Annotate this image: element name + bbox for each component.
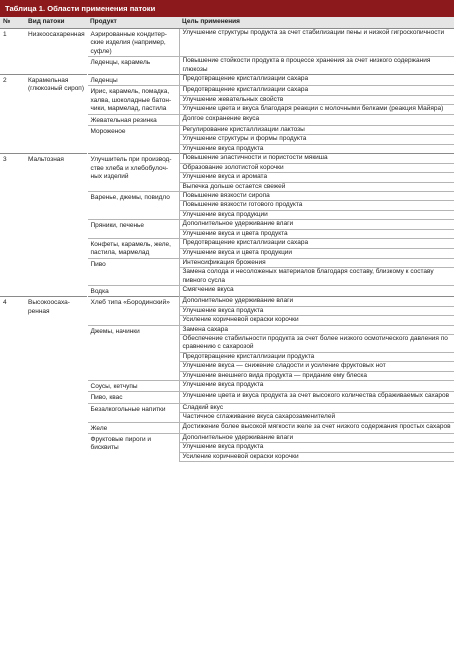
- syrup-type: Карамельная (глюкозный сироп): [25, 75, 87, 154]
- syrup-type: Мальтозная: [25, 154, 87, 297]
- purpose-cell: Обеспечение стабильности продукта за счет более низкого осмотического давления по сравнению с сахарозой: [179, 335, 454, 353]
- purpose-cell: Дополнительное удерживание влаги: [179, 297, 454, 306]
- purpose-cell: Усиление коричневой окраски корочки: [179, 316, 454, 325]
- purpose-cell: Регулирование кристаллизации лактозы: [179, 126, 454, 135]
- table-header-row: [0, 17, 454, 29]
- usage-table: [0, 17, 454, 462]
- purpose-cell: Предотвращение кристаллизации сахара: [179, 75, 454, 86]
- table-row: [0, 75, 454, 86]
- product-cell: Джемы, начинки: [87, 325, 179, 380]
- section-number: 4: [0, 297, 25, 462]
- syrup-type: Низкоосахаренная: [25, 29, 87, 75]
- table-row: [0, 154, 454, 163]
- section-number: 3: [0, 154, 25, 297]
- purpose-cell: Дополнительное удерживание влаги: [179, 434, 454, 443]
- product-cell: Конфеты, карамель, желе, пастила, мармелад: [87, 238, 179, 258]
- product-cell: Пиво, квас: [87, 392, 179, 403]
- purpose-cell: Улучшение вкуса продукта: [179, 381, 454, 392]
- purpose-cell: Улучшение вкуса и цвета продукции: [179, 248, 454, 258]
- purpose-cell: Предотвращение кристаллизации продукта: [179, 352, 454, 361]
- purpose-cell: Улучшение вкуса и цвета продукта: [179, 229, 454, 238]
- purpose-cell: Улучшение вкуса продукта: [179, 306, 454, 315]
- product-cell: Ирис, карамель, помадка, халва, шоколадные батон-чики, мармелад, пастила: [87, 86, 179, 114]
- syrup-type: Высокоосаха-ренная: [25, 297, 87, 462]
- purpose-cell: Улучшение структуры продукта за счет стабилизации пены и низкой гигроскопичности: [179, 29, 454, 57]
- purpose-cell: Дополнительное удерживание влаги: [179, 220, 454, 229]
- purpose-cell: Улучшение внешнего вида продукта — придание ему блеска: [179, 371, 454, 380]
- section-number: 2: [0, 75, 25, 154]
- purpose-cell: Смягчение вкуса: [179, 285, 454, 296]
- header-syrup-type: Вид патоки: [25, 17, 87, 29]
- purpose-cell: Достижение более высокой мягкости желе за счет низкого содержания простых сахаров: [179, 422, 454, 433]
- purpose-cell: Улучшение вкуса продукта: [179, 144, 454, 153]
- section-number: 1: [0, 29, 25, 75]
- purpose-cell: Замена солода и несоложеных материалов благодаря составу, близкому к составу пивного сусла: [179, 268, 454, 286]
- table-row: [0, 297, 454, 306]
- purpose-cell: Улучшение цвета и вкуса продукта за счет высокого количества сбраживаемых сахаров: [179, 392, 454, 403]
- purpose-cell: Улучшение вкуса продукции: [179, 210, 454, 219]
- purpose-cell: Замена сахара: [179, 325, 454, 334]
- purpose-cell: Повышение стойкости продукта в процессе хранения за счет низкого содержания глюкозы: [179, 57, 454, 75]
- header-product: Продукт: [87, 17, 179, 29]
- product-cell: Мороженое: [87, 126, 179, 154]
- product-cell: Пиво: [87, 258, 179, 285]
- purpose-cell: Сладкий вкус: [179, 403, 454, 412]
- product-cell: Леденцы: [87, 75, 179, 86]
- table-body: [0, 29, 454, 462]
- header-purpose: Цель применения: [179, 17, 454, 29]
- product-cell: Варенье, джемы, повидло: [87, 191, 179, 219]
- purpose-cell: Образование золотистой корочки: [179, 163, 454, 172]
- table-title: Таблица 1. Области применения патоки: [0, 0, 454, 17]
- product-cell: Безалкогольные напитки: [87, 403, 179, 422]
- purpose-cell: Улучшение цвета и вкуса благодаря реакции с молочными белками (реакция Майяра): [179, 105, 454, 114]
- purpose-cell: Интенсификация брожения: [179, 258, 454, 267]
- product-cell: Желе: [87, 422, 179, 433]
- purpose-cell: Улучшение вкуса продукта: [179, 443, 454, 452]
- product-cell: Фруктовые пироги и бисквиты: [87, 434, 179, 462]
- purpose-cell: Частичное сглаживание вкуса сахарозаменителей: [179, 413, 454, 422]
- purpose-cell: Повышение вязкости готового продукта: [179, 201, 454, 210]
- product-cell: Аэрированные кондитер-ские изделия (например, суфле): [87, 29, 179, 57]
- product-cell: Жевательная резинка: [87, 114, 179, 125]
- product-cell: Водка: [87, 285, 179, 296]
- purpose-cell: Улучшение жевательных свойств: [179, 95, 454, 104]
- purpose-cell: Улучшение структуры и формы продукта: [179, 135, 454, 144]
- purpose-cell: Предотвращение кристаллизации сахара: [179, 86, 454, 95]
- purpose-cell: Долгое сохранение вкуса: [179, 114, 454, 125]
- product-cell: Леденцы, карамель: [87, 57, 179, 75]
- table-row: [0, 29, 454, 57]
- purpose-cell: Улучшение вкуса — снижение сладости и усиление фруктовых нот: [179, 362, 454, 371]
- purpose-cell: Повышение вязкости сиропа: [179, 191, 454, 200]
- header-number: №: [0, 17, 25, 29]
- product-cell: Хлеб типа «Бородинский»: [87, 297, 179, 325]
- purpose-cell: Предотвращение кристаллизации сахара: [179, 238, 454, 248]
- product-cell: Соусы, кетчупы: [87, 381, 179, 392]
- purpose-cell: Выпечка дольше остается свежей: [179, 182, 454, 191]
- purpose-cell: Улучшение вкуса и аромата: [179, 173, 454, 182]
- purpose-cell: Усиление коричневой окраски корочки: [179, 452, 454, 461]
- product-cell: Улучшитель при производ-стве хлеба и хлебобулоч-ных изделий: [87, 154, 179, 192]
- product-cell: Пряники, печенье: [87, 220, 179, 239]
- purpose-cell: Повышение эластичности и пористости мякиша: [179, 154, 454, 163]
